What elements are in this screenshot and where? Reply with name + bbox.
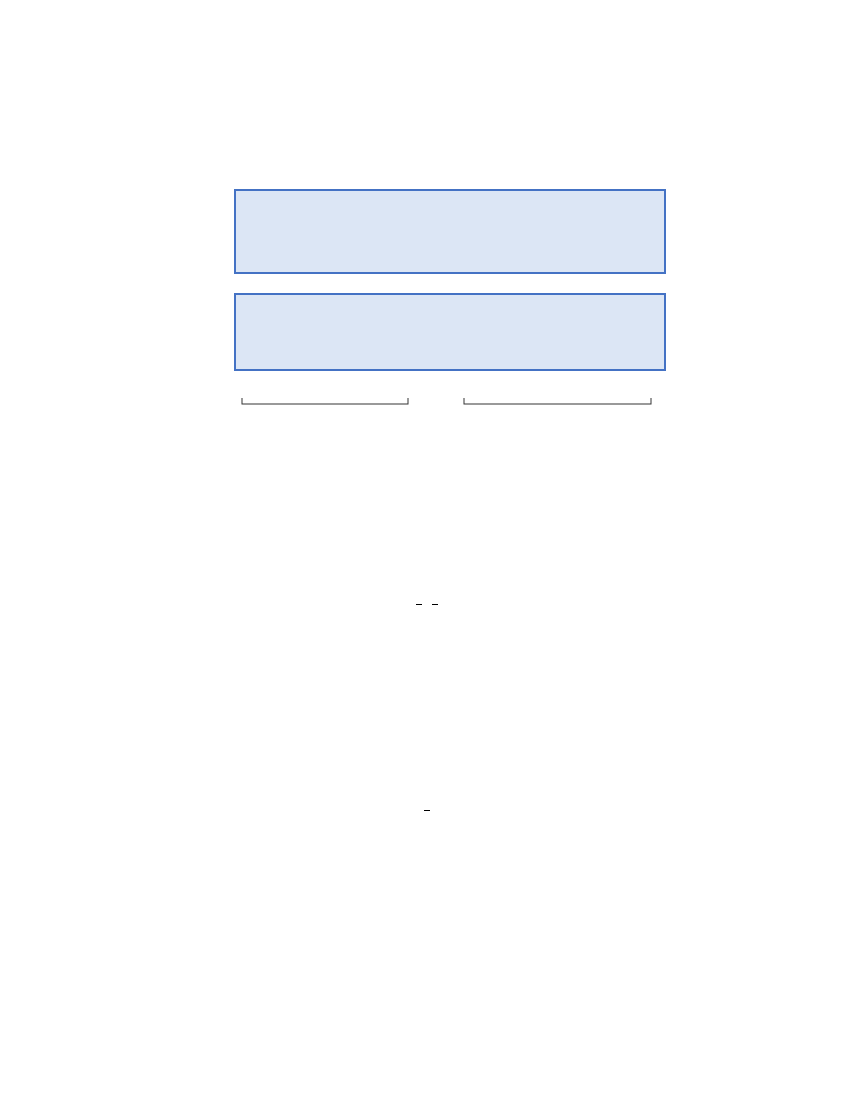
group-brackets [186, 394, 668, 414]
biobert-block [234, 189, 666, 274]
eq2-fraction [424, 810, 430, 811]
eq1-numerator-end [432, 604, 438, 605]
eq1-fraction-end [432, 604, 438, 605]
page-header [186, 126, 230, 142]
eq1-numerator-start [416, 604, 422, 605]
equation-yes-probability [186, 802, 668, 818]
embeddings-block [234, 293, 666, 371]
eq1-fraction-start [416, 604, 422, 605]
equation-start-end-probabilities [186, 596, 668, 612]
embedding-arrows [186, 276, 668, 294]
eq2-numerator [424, 810, 430, 811]
biobert-figure [186, 158, 668, 422]
